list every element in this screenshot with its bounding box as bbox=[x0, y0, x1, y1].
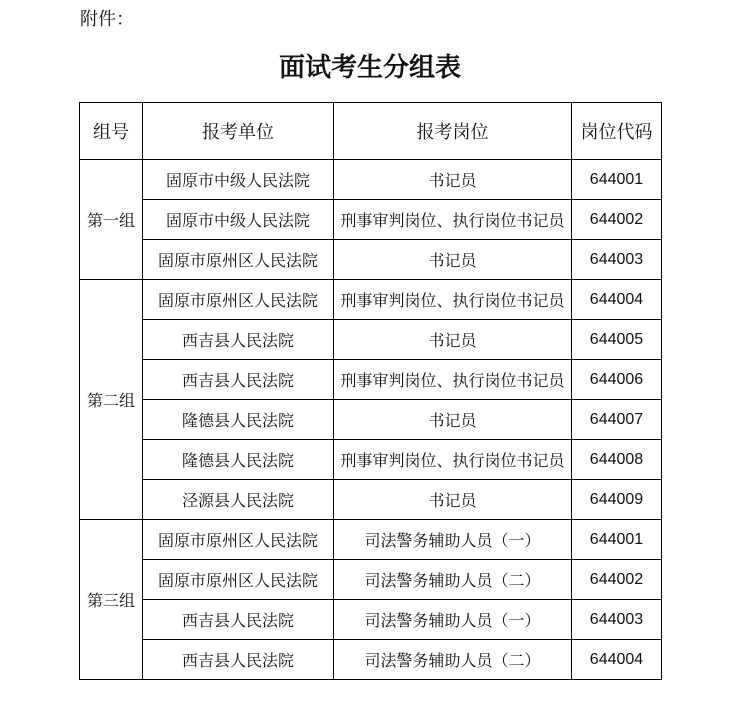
position-cell: 刑事审判岗位、执行岗位书记员 bbox=[334, 360, 572, 400]
table-row bbox=[80, 200, 662, 240]
table-row bbox=[80, 400, 662, 440]
header-position: 报考岗位 bbox=[334, 103, 572, 160]
code-cell: 644006 bbox=[572, 360, 662, 400]
table-row bbox=[80, 240, 662, 280]
position-cell: 司法警务辅助人员（二） bbox=[334, 560, 572, 600]
table-row bbox=[80, 280, 662, 320]
position-cell: 书记员 bbox=[334, 320, 572, 360]
unit-cell: 泾源县人民法院 bbox=[143, 480, 334, 520]
code-cell: 644002 bbox=[572, 560, 662, 600]
unit-cell: 西吉县人民法院 bbox=[143, 320, 334, 360]
code-cell: 644009 bbox=[572, 480, 662, 520]
position-cell: 书记员 bbox=[334, 160, 572, 200]
code-cell: 644004 bbox=[572, 280, 662, 320]
unit-cell: 固原市原州区人民法院 bbox=[143, 560, 334, 600]
grouping-table bbox=[79, 102, 662, 680]
header-code: 岗位代码 bbox=[572, 103, 662, 160]
table-row bbox=[80, 560, 662, 600]
unit-cell: 固原市中级人民法院 bbox=[143, 200, 334, 240]
unit-cell: 固原市中级人民法院 bbox=[143, 160, 334, 200]
code-cell: 644005 bbox=[572, 320, 662, 360]
position-cell: 司法警务辅助人员（一） bbox=[334, 520, 572, 560]
table-header-row bbox=[80, 103, 662, 160]
code-cell: 644004 bbox=[572, 640, 662, 680]
code-cell: 644001 bbox=[572, 160, 662, 200]
unit-cell: 西吉县人民法院 bbox=[143, 640, 334, 680]
table-row bbox=[80, 640, 662, 680]
unit-cell: 固原市原州区人民法院 bbox=[143, 240, 334, 280]
attachment-label: 附件： bbox=[80, 9, 134, 30]
code-cell: 644007 bbox=[572, 400, 662, 440]
unit-cell: 隆德县人民法院 bbox=[143, 440, 334, 480]
code-cell: 644003 bbox=[572, 240, 662, 280]
table-row bbox=[80, 440, 662, 480]
unit-cell: 西吉县人民法院 bbox=[143, 360, 334, 400]
code-cell: 644001 bbox=[572, 520, 662, 560]
group-name: 第一组 bbox=[80, 160, 143, 280]
table-row bbox=[80, 320, 662, 360]
position-cell: 书记员 bbox=[334, 240, 572, 280]
code-cell: 644008 bbox=[572, 440, 662, 480]
table-row bbox=[80, 600, 662, 640]
code-cell: 644003 bbox=[572, 600, 662, 640]
page-title: 面试考生分组表 bbox=[278, 53, 461, 83]
position-cell: 司法警务辅助人员（二） bbox=[334, 640, 572, 680]
position-cell: 书记员 bbox=[334, 480, 572, 520]
table-body bbox=[80, 160, 662, 680]
header-unit: 报考单位 bbox=[143, 103, 334, 160]
position-cell: 刑事审判岗位、执行岗位书记员 bbox=[334, 440, 572, 480]
unit-cell: 隆德县人民法院 bbox=[143, 400, 334, 440]
table-row bbox=[80, 480, 662, 520]
unit-cell: 西吉县人民法院 bbox=[143, 600, 334, 640]
position-cell: 司法警务辅助人员（一） bbox=[334, 600, 572, 640]
header-group: 组号 bbox=[80, 103, 143, 160]
table-row bbox=[80, 160, 662, 200]
code-cell: 644002 bbox=[572, 200, 662, 240]
group-name: 第三组 bbox=[80, 520, 143, 680]
unit-cell: 固原市原州区人民法院 bbox=[143, 280, 334, 320]
position-cell: 书记员 bbox=[334, 400, 572, 440]
table-row bbox=[80, 520, 662, 560]
position-cell: 刑事审判岗位、执行岗位书记员 bbox=[334, 280, 572, 320]
unit-cell: 固原市原州区人民法院 bbox=[143, 520, 334, 560]
position-cell: 刑事审判岗位、执行岗位书记员 bbox=[334, 200, 572, 240]
group-name: 第二组 bbox=[80, 280, 143, 520]
table-row bbox=[80, 360, 662, 400]
